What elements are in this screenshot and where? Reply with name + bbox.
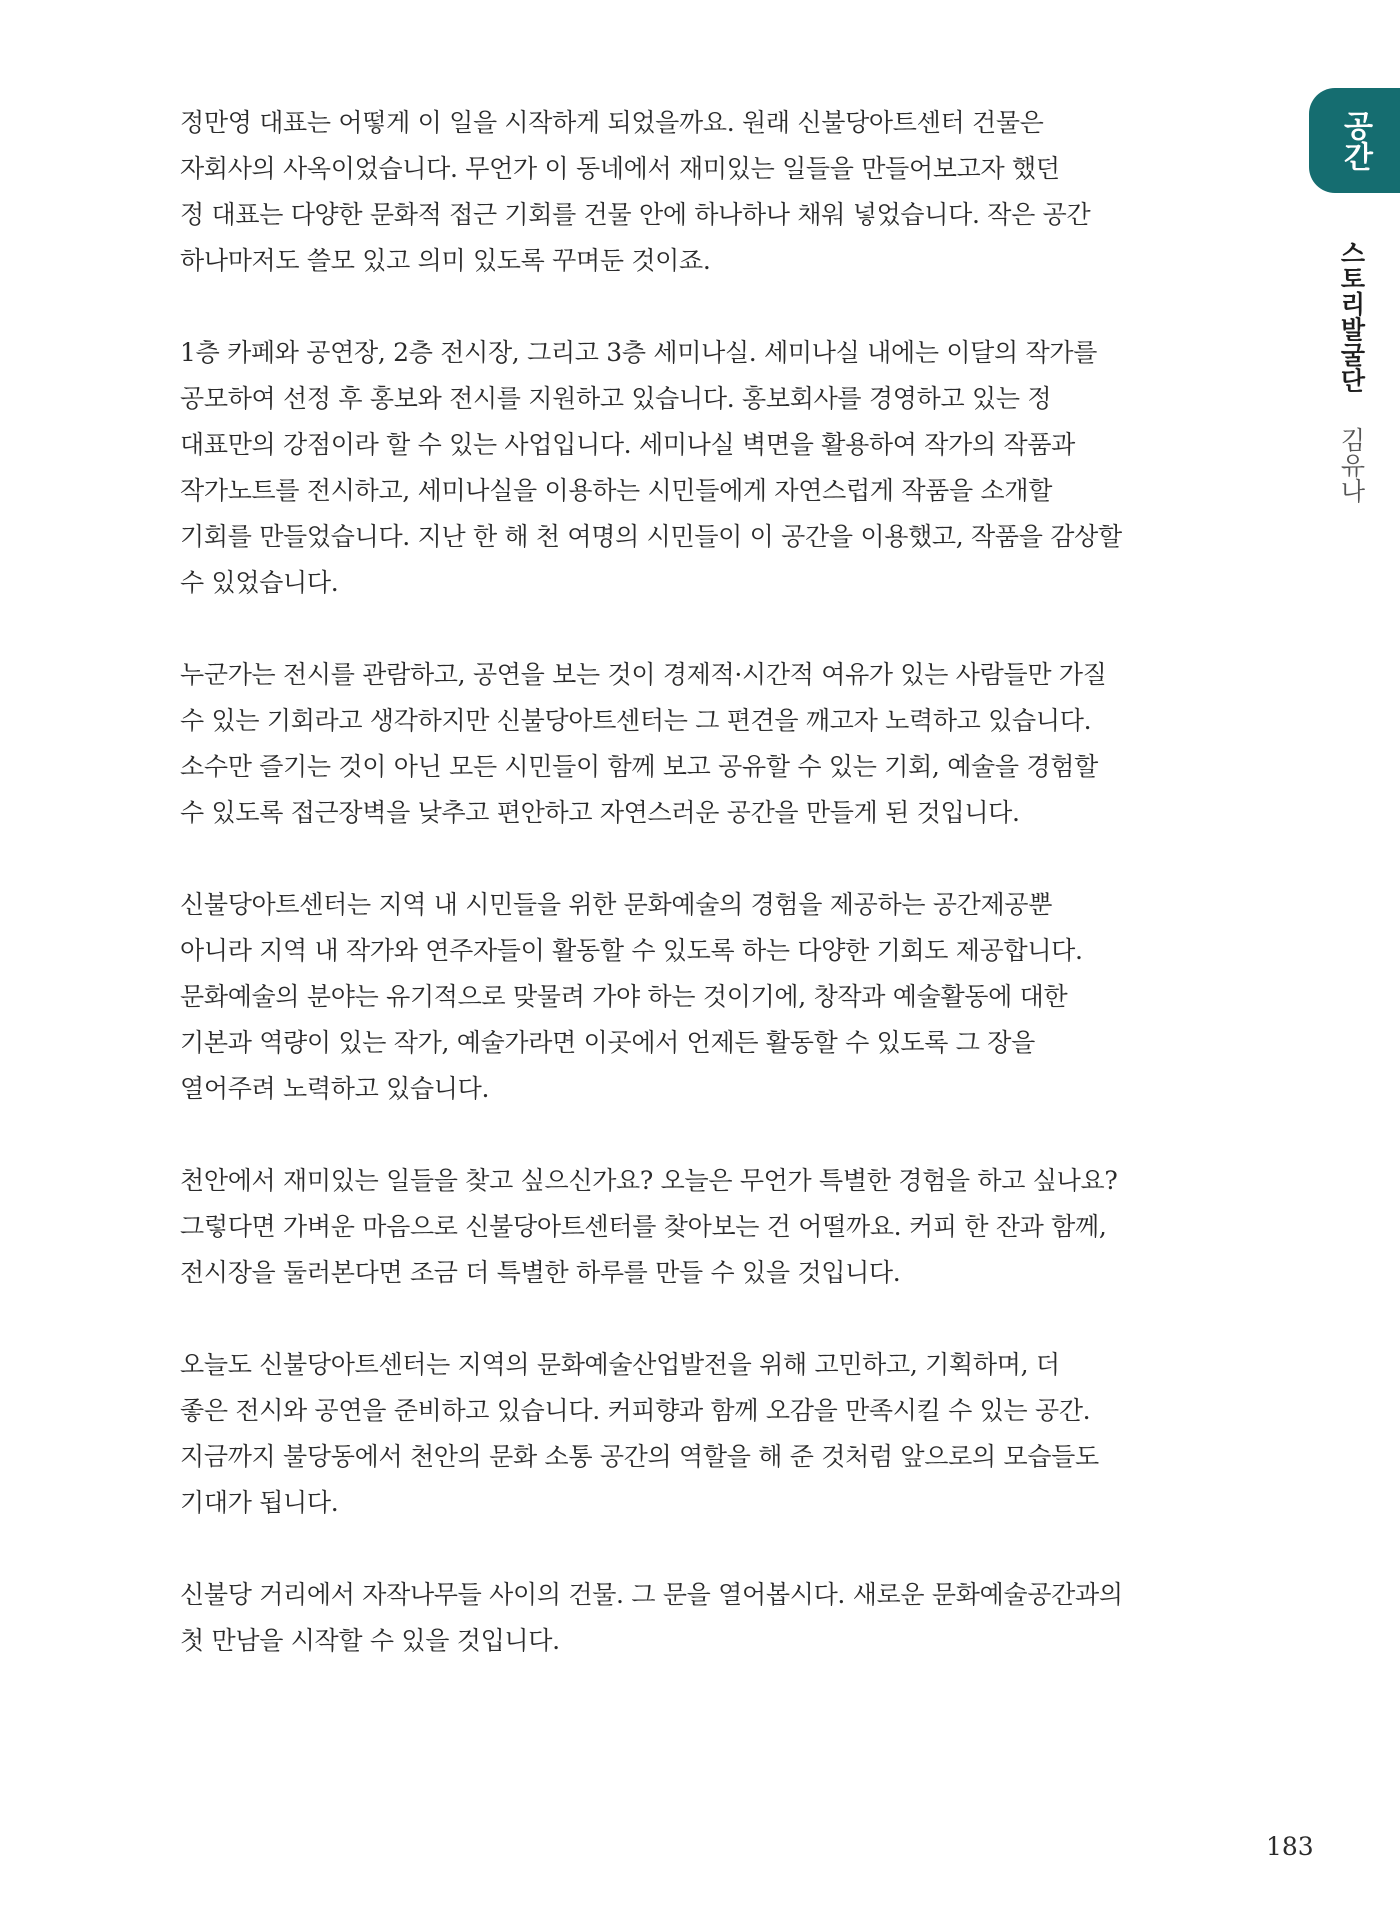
text-line: 누군가는 전시를 관람하고, 공연을 보는 것이 경제적·시간적 여유가 있는 사람들만 가질 — [180, 660, 1107, 689]
running-header — [1333, 240, 1369, 504]
paragraph — [180, 1572, 1170, 1664]
text-line: 공모하여 선정 후 홍보와 전시를 지원하고 있습니다. 홍보회사를 경영하고 있는 정 — [180, 384, 1052, 413]
text-line: 지금까지 불당동에서 천안의 문화 소통 공간의 역할을 해 준 것처럼 앞으로의 모습들도 — [180, 1442, 1099, 1471]
text-line: 그렇다면 가벼운 마음으로 신불당아트센터를 찾아보는 건 어떨까요. 커피 한 잔과 함께, — [180, 1212, 1107, 1241]
text-line: 신불당 거리에서 자작나무들 사이의 건물. 그 문을 열어봅시다. 새로운 문화예술공간과의 — [180, 1580, 1123, 1609]
text-line: 자회사의 사옥이었습니다. 무언가 이 동네에서 재미있는 일들을 만들어보고자 했던 — [180, 154, 1060, 183]
text-line: 전시장을 둘러본다면 조금 더 특별한 하루를 만들 수 있을 것입니다. — [180, 1258, 901, 1287]
text-line: 수 있었습니다. — [180, 568, 339, 597]
text-line: 기대가 됩니다. — [180, 1488, 339, 1517]
paragraph — [180, 330, 1170, 606]
paragraph — [180, 1342, 1170, 1526]
paragraph — [180, 1158, 1170, 1296]
text-line: 아니라 지역 내 작가와 연주자들이 활동할 수 있도록 하는 다양한 기회도 제공합니다. — [180, 936, 1083, 965]
text-line: 천안에서 재미있는 일들을 찾고 싶으신가요? 오늘은 무언가 특별한 경험을 하고 싶나요? — [180, 1166, 1118, 1195]
text-line: 작가노트를 전시하고, 세미나실을 이용하는 시민들에게 자연스럽게 작품을 소개할 — [180, 476, 1053, 505]
text-line: 첫 만남을 시작할 수 있을 것입니다. — [180, 1626, 560, 1655]
text-line: 정 대표는 다양한 문화적 접근 기회를 건물 안에 하나하나 채워 넣었습니다. 작은 공간 — [180, 200, 1091, 229]
paragraph — [180, 100, 1170, 284]
page-number: 183 — [1266, 1832, 1314, 1861]
text-line: 대표만의 강점이라 할 수 있는 사업입니다. 세미나실 벽면을 활용하여 작가의 작품과 — [180, 430, 1076, 459]
paragraph — [180, 652, 1170, 836]
text-line: 기본과 역량이 있는 작가, 예술가라면 이곳에서 언제든 활동할 수 있도록 그 장을 — [180, 1028, 1035, 1057]
text-line: 문화예술의 분야는 유기적으로 맞물려 가야 하는 것이기에, 창작과 예술활동에 대한 — [180, 982, 1068, 1011]
text-line: 수 있는 기회라고 생각하지만 신불당아트센터는 그 편견을 깨고자 노력하고 있습니다. — [180, 706, 1092, 735]
paragraph — [180, 882, 1170, 1112]
text-line: 정만영 대표는 어떻게 이 일을 시작하게 되었을까요. 원래 신불당아트센터 건물은 — [180, 108, 1044, 137]
article-body — [180, 100, 1170, 1710]
section-tab — [1309, 88, 1400, 193]
text-line: 기회를 만들었습니다. 지난 한 해 천 여명의 시민들이 이 공간을 이용했고, 작품을 감상할 — [180, 522, 1122, 551]
running-header-author: 김유나 — [1337, 427, 1366, 504]
text-line: 오늘도 신불당아트센터는 지역의 문화예술산업발전을 위해 고민하고, 기획하며, 더 — [180, 1350, 1060, 1379]
text-line: 좋은 전시와 공연을 준비하고 있습니다. 커피향과 함께 오감을 만족시킬 수 있는 공간. — [180, 1396, 1091, 1425]
text-line: 하나마저도 쓸모 있고 의미 있도록 꾸며둔 것이죠. — [180, 246, 711, 275]
text-line: 소수만 즐기는 것이 아닌 모든 시민들이 함께 보고 공유할 수 있는 기회, 예술을 경험할 — [180, 752, 1098, 781]
section-tab-label: 공간 — [1337, 109, 1373, 172]
text-line: 열어주려 노력하고 있습니다. — [180, 1074, 490, 1103]
running-header-title: 스토리발굴단 — [1337, 240, 1366, 393]
text-line: 1층 카페와 공연장, 2층 전시장, 그리고 3층 세미나실. 세미나실 내에는 이달의 작가를 — [180, 338, 1098, 367]
text-line: 수 있도록 접근장벽을 낮추고 편안하고 자연스러운 공간을 만들게 된 것입니다. — [180, 798, 1020, 827]
text-line: 신불당아트센터는 지역 내 시민들을 위한 문화예술의 경험을 제공하는 공간제공뿐 — [180, 890, 1053, 919]
